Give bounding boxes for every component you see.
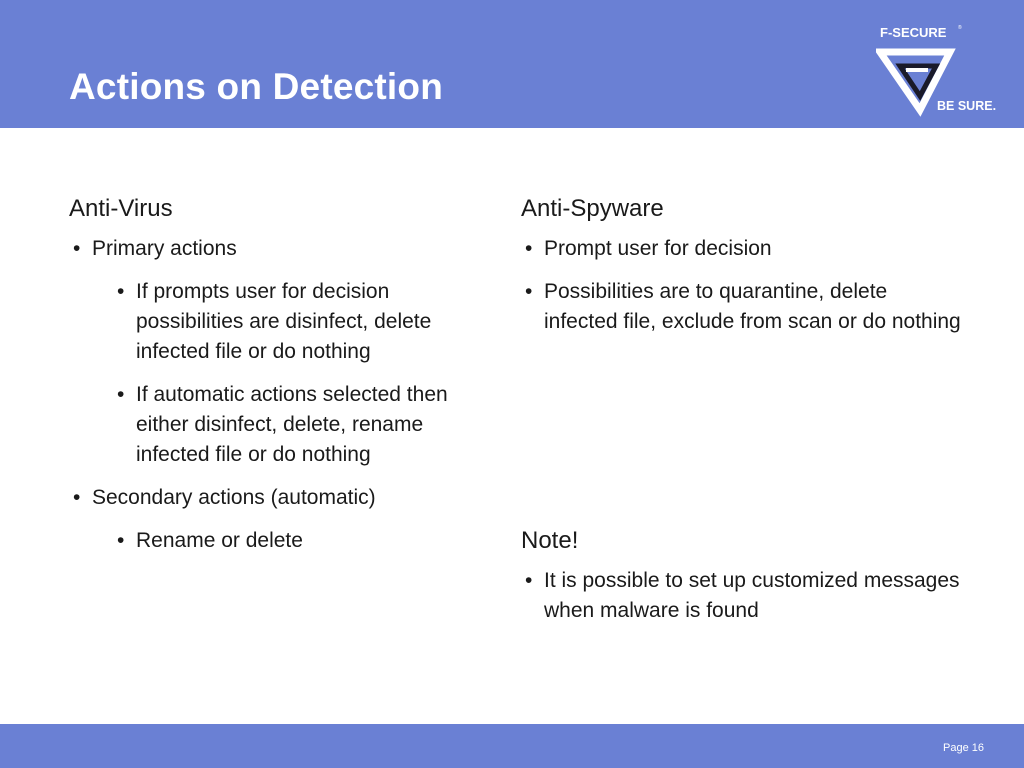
list-item-text: Secondary actions (automatic) xyxy=(92,486,376,509)
list-item-text: If automatic actions selected then either disinfect, delete, rename infected file or do nothing xyxy=(136,383,448,466)
list-item xyxy=(113,277,489,367)
anti-virus-column xyxy=(69,192,489,569)
list-item xyxy=(69,483,489,513)
logo-tagline-text: BE SURE. xyxy=(937,99,997,113)
page-number: Page 16 xyxy=(943,742,984,754)
bullet-icon: • xyxy=(525,280,533,303)
slide-title: Actions on Detection xyxy=(69,66,444,107)
anti-spyware-heading: Anti-Spyware xyxy=(521,195,664,222)
bullet-icon: • xyxy=(73,486,81,509)
list-item-text: It is possible to set up customized messages when malware is found xyxy=(544,569,960,622)
anti-virus-heading: Anti-Virus xyxy=(69,195,173,222)
header-bar xyxy=(0,0,1024,128)
list-item-text: Rename or delete xyxy=(136,529,303,552)
bullet-icon: • xyxy=(525,569,533,592)
list-item-text: Primary actions xyxy=(92,237,237,260)
svg-text:®: ® xyxy=(958,25,962,31)
list-item-text: If prompts user for decision possibilities are disinfect, delete infected file or do nothing xyxy=(136,280,432,363)
note-list xyxy=(521,566,961,626)
note-column xyxy=(521,524,961,639)
bullet-icon: • xyxy=(525,237,533,260)
list-item-text: Possibilities are to quarantine, delete infected file, exclude from scan or do nothing xyxy=(544,280,961,333)
logo-brand-text: F-SECURE xyxy=(880,25,947,40)
bullet-icon: • xyxy=(117,529,125,552)
list-item xyxy=(113,526,489,556)
note-heading: Note! xyxy=(521,527,579,554)
list-item xyxy=(113,380,489,470)
anti-spyware-list xyxy=(521,234,961,337)
list-item xyxy=(69,234,489,264)
list-item xyxy=(521,566,961,626)
bullet-icon: • xyxy=(117,280,125,303)
bullet-icon: • xyxy=(117,383,125,406)
list-item xyxy=(521,277,961,337)
list-item xyxy=(521,234,961,264)
anti-virus-list xyxy=(69,234,489,556)
bullet-icon: • xyxy=(73,237,81,260)
footer-bar xyxy=(0,724,1024,768)
f-secure-logo xyxy=(876,22,1016,122)
anti-spyware-column xyxy=(521,192,961,350)
list-item-text: Prompt user for decision xyxy=(544,237,772,260)
